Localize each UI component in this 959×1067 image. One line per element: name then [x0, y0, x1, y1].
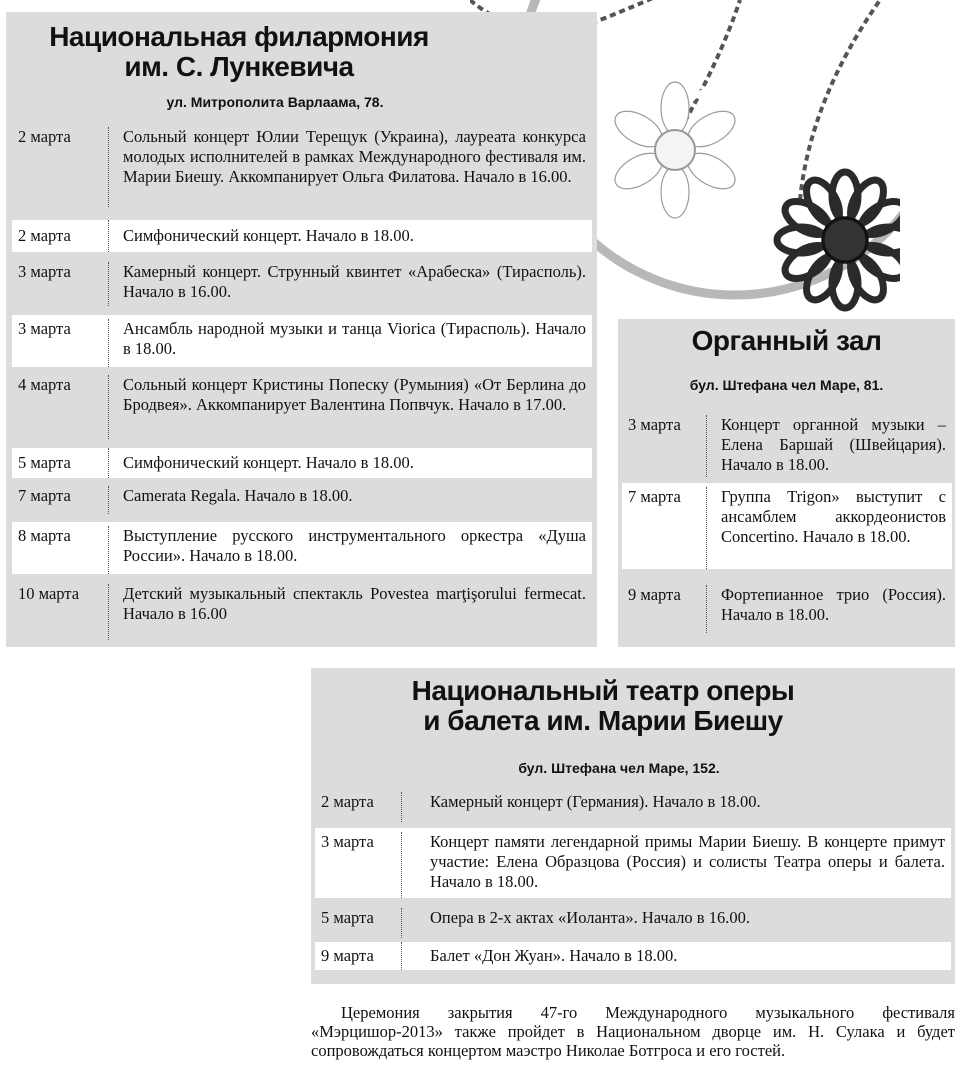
event-description: Фортепианное трио (Россия). Начало в 18.00.	[721, 585, 946, 624]
event-row	[12, 584, 592, 640]
event-date: 3 марта	[18, 262, 71, 281]
event-row	[12, 486, 592, 514]
event-date: 3 марта	[321, 832, 374, 851]
event-row	[12, 262, 592, 306]
event-row	[315, 908, 951, 938]
event-date: 5 марта	[18, 453, 71, 472]
event-description: Камерный концерт. Струнный квинтет «Арабеска» (Тирасполь). Начало в 16.00.	[123, 262, 586, 301]
opera-address: бул. Штефана чел Маре, 152.	[518, 760, 720, 776]
organ-hall-title: Органный зал	[691, 325, 882, 356]
event-row	[315, 942, 951, 970]
philharmonic-title	[6, 22, 472, 82]
event-row	[622, 585, 952, 633]
event-date: 9 марта	[321, 946, 374, 965]
event-description: Концерт органной музыки – Елена Баршай (Швейцария). Начало в 18.00.	[721, 415, 946, 474]
event-description: Опера в 2-х актах «Иоланта». Начало в 16.00.	[430, 908, 750, 927]
event-date: 9 марта	[628, 585, 681, 604]
event-description: Сольный концерт Кристины Попеску (Румыния) «От Берлина до Бродвея». Аккомпанирует Валентина Попвчук. Начало в 17.00.	[123, 375, 586, 414]
event-description: Camerata Regala. Начало в 18.00.	[123, 486, 353, 505]
philharmonic-title-line1: Национальная филармония	[49, 21, 429, 52]
event-description: Симфонический концерт. Начало в 18.00.	[123, 453, 414, 472]
event-description: Концерт памяти легендарной примы Марии Биешу. В концерте примут участие: Елена Образцова (Россия) и солисты Театра оперы и балета. Начало в 18.00.	[430, 832, 945, 891]
event-description: Камерный концерт (Германия). Начало в 18.00.	[430, 792, 761, 811]
opera-title-line1: Национальный театр оперы	[411, 675, 795, 706]
organ-hall-address: бул. Штефана чел Маре, 81.	[689, 377, 884, 393]
opera-title	[281, 676, 925, 736]
event-description: Симфонический концерт. Начало в 18.00.	[123, 226, 414, 245]
event-row	[315, 828, 951, 898]
event-description: Ансамбль народной музыки и танца Viorica (Тирасполь). Начало в 18.00.	[123, 319, 586, 358]
event-row	[12, 127, 592, 207]
event-date: 10 марта	[18, 584, 80, 603]
event-description: Группа Trigon» выступит с ансамблем аккордеонистов Concertino. Начало в 18.00.	[721, 487, 946, 546]
event-date: 7 марта	[18, 486, 71, 505]
white-flower-icon	[609, 82, 741, 218]
event-date: 4 марта	[18, 375, 71, 394]
event-row	[12, 220, 592, 252]
event-description: Детский музыкальный спектакль Povestea marţişorului fermecat. Начало в 16.00	[123, 584, 586, 623]
event-row	[12, 522, 592, 574]
event-date: 3 марта	[18, 319, 71, 338]
opera-panel	[311, 668, 955, 984]
footer-note: Церемония закрытия 47-го Международного музыкального фестиваля «Мэрцишор-2013» также пройдет в Национальном дворце им. Н. Сулака и будет сопровождаться концертом маэстро Николае Ботгроса и его гостей.	[311, 1003, 955, 1060]
event-date: 2 марта	[18, 226, 71, 245]
opera-title-line2: и балета им. Марии Биешу	[423, 705, 783, 736]
philharmonic-panel	[6, 12, 597, 647]
event-date: 2 марта	[18, 127, 71, 146]
event-date: 8 марта	[18, 526, 71, 545]
event-date: 3 марта	[628, 415, 681, 434]
philharmonic-address: ул. Митрополита Варлаама, 78.	[166, 94, 384, 110]
event-row	[12, 375, 592, 439]
event-row	[315, 792, 951, 822]
event-description: Выступление русского инструментального оркестра «Душа России». Начало в 18.00.	[123, 526, 586, 565]
organ-hall-panel	[618, 319, 955, 647]
event-description: Сольный концерт Юлии Терещук (Украина), лауреата конкурса молодых исполнителей в рамках Международного фестиваля им. Марии Биешу. Аккомпанирует Ольга Филатова. Начало в 16.00.	[123, 127, 586, 186]
event-row	[622, 483, 952, 569]
event-date: 7 марта	[628, 487, 681, 506]
philharmonic-title-line2: им. С. Лункевича	[124, 51, 354, 82]
event-date: 2 марта	[321, 792, 374, 811]
event-row	[12, 448, 592, 478]
event-row	[12, 315, 592, 367]
event-row	[622, 415, 952, 477]
event-description: Балет «Дон Жуан». Начало в 18.00.	[430, 946, 678, 965]
event-date: 5 марта	[321, 908, 374, 927]
